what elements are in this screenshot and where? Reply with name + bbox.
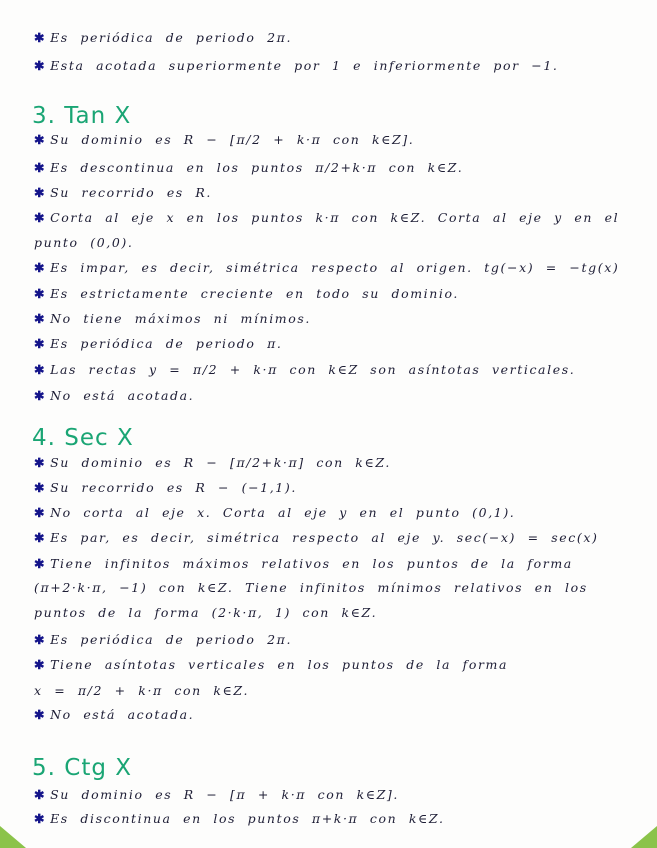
line-text: puntos de la forma (2·k·π, 1) con k∈Z. bbox=[34, 605, 378, 620]
asterisk-bullet-icon: ✱ bbox=[34, 132, 47, 147]
asterisk-bullet-icon: ✱ bbox=[34, 30, 47, 45]
line-text: Es periódica de periodo 2π. bbox=[50, 30, 293, 45]
line-text: Su recorrido es R. bbox=[50, 185, 212, 200]
line-text: No está acotada. bbox=[50, 388, 195, 403]
asterisk-bullet-icon: ✱ bbox=[34, 286, 47, 301]
corner-decoration-left bbox=[0, 826, 26, 848]
line-text: x = π/2 + k·π con k∈Z. bbox=[34, 683, 250, 698]
section-heading: 4. Sec X bbox=[32, 425, 134, 451]
line-text: No tiene máximos ni mínimos. bbox=[50, 311, 311, 326]
line-text: Su dominio es R − [π + k·π con k∈Z]. bbox=[50, 787, 399, 802]
line-text: Es periódica de periodo 2π. bbox=[50, 632, 293, 647]
bullet-line bbox=[34, 362, 637, 377]
continuation-line bbox=[34, 683, 637, 698]
line-text: Esta acotada superiormente por 1 e inferiormente por −1. bbox=[50, 58, 559, 73]
bullet-line bbox=[34, 530, 637, 545]
line-text: Es periódica de periodo π. bbox=[50, 336, 283, 351]
asterisk-bullet-icon: ✱ bbox=[34, 388, 47, 403]
bullet-line bbox=[34, 311, 637, 326]
bullet-line bbox=[34, 336, 637, 351]
line-text: Su dominio es R − [π/2+k·π] con k∈Z. bbox=[50, 455, 391, 470]
asterisk-bullet-icon: ✱ bbox=[34, 260, 47, 275]
asterisk-bullet-icon: ✱ bbox=[34, 362, 47, 377]
asterisk-bullet-icon: ✱ bbox=[34, 530, 47, 545]
bullet-line bbox=[34, 480, 637, 495]
line-text: Es descontinua en los puntos π/2+k·π con k∈Z. bbox=[50, 160, 464, 175]
asterisk-bullet-icon: ✱ bbox=[34, 210, 47, 225]
line-text: Es discontinua en los puntos π+k·π con k∈Z. bbox=[50, 811, 445, 826]
bullet-line bbox=[34, 505, 637, 520]
asterisk-bullet-icon: ✱ bbox=[34, 632, 47, 647]
line-text: No corta al eje x. Corta al eje y en el punto (0,1). bbox=[50, 505, 516, 520]
asterisk-bullet-icon: ✱ bbox=[34, 311, 47, 326]
line-text: punto (0,0). bbox=[34, 235, 134, 250]
continuation-line bbox=[34, 605, 637, 620]
line-text: Tiene infinitos máximos relativos en los puntos de la forma bbox=[50, 556, 573, 571]
asterisk-bullet-icon: ✱ bbox=[34, 657, 47, 672]
continuation-line bbox=[34, 235, 637, 250]
line-text: Es par, es decir, simétrica respecto al eje y. sec(−x) = sec(x) bbox=[50, 530, 599, 545]
corner-decoration-right bbox=[631, 826, 657, 848]
bullet-line bbox=[34, 185, 637, 200]
line-text: Su dominio es R − [π/2 + k·π con k∈Z]. bbox=[50, 132, 415, 147]
line-text: Tiene asíntotas verticales en los puntos de la forma bbox=[50, 657, 509, 672]
asterisk-bullet-icon: ✱ bbox=[34, 811, 47, 826]
line-text: Las rectas y = π/2 + k·π con k∈Z son asíntotas verticales. bbox=[50, 362, 576, 377]
bullet-line bbox=[34, 657, 637, 672]
asterisk-bullet-icon: ✱ bbox=[34, 455, 47, 470]
section-heading: 3. Tan X bbox=[32, 103, 132, 129]
line-text: Corta al eje x en los puntos k·π con k∈Z. Corta al eje y en el bbox=[50, 210, 620, 225]
continuation-line bbox=[34, 580, 637, 595]
bullet-line bbox=[34, 632, 637, 647]
asterisk-bullet-icon: ✱ bbox=[34, 556, 47, 571]
bullet-line bbox=[34, 286, 637, 301]
bullet-line bbox=[34, 455, 637, 470]
bullet-line bbox=[34, 556, 637, 571]
bullet-line bbox=[34, 707, 637, 722]
bullet-line bbox=[34, 132, 637, 147]
line-text: (π+2·k·π, −1) con k∈Z. Tiene infinitos mínimos relativos en los bbox=[34, 580, 588, 595]
asterisk-bullet-icon: ✱ bbox=[34, 505, 47, 520]
bullet-line bbox=[34, 30, 637, 45]
section-heading: 5. Ctg X bbox=[32, 755, 132, 781]
asterisk-bullet-icon: ✱ bbox=[34, 185, 47, 200]
bullet-line bbox=[34, 160, 637, 175]
asterisk-bullet-icon: ✱ bbox=[34, 480, 47, 495]
bullet-line bbox=[34, 58, 637, 73]
bullet-line bbox=[34, 388, 637, 403]
line-text: No está acotada. bbox=[50, 707, 195, 722]
bullet-line bbox=[34, 210, 637, 225]
line-text: Es impar, es decir, simétrica respecto al origen. tg(−x) = −tg(x) bbox=[50, 260, 620, 275]
asterisk-bullet-icon: ✱ bbox=[34, 707, 47, 722]
bullet-line bbox=[34, 260, 637, 275]
asterisk-bullet-icon: ✱ bbox=[34, 160, 47, 175]
asterisk-bullet-icon: ✱ bbox=[34, 58, 47, 73]
bullet-line bbox=[34, 787, 637, 802]
line-text: Es estrictamente creciente en todo su dominio. bbox=[50, 286, 460, 301]
asterisk-bullet-icon: ✱ bbox=[34, 787, 47, 802]
bullet-line bbox=[34, 811, 637, 826]
asterisk-bullet-icon: ✱ bbox=[34, 336, 47, 351]
line-text: Su recorrido es R − (−1,1). bbox=[50, 480, 297, 495]
